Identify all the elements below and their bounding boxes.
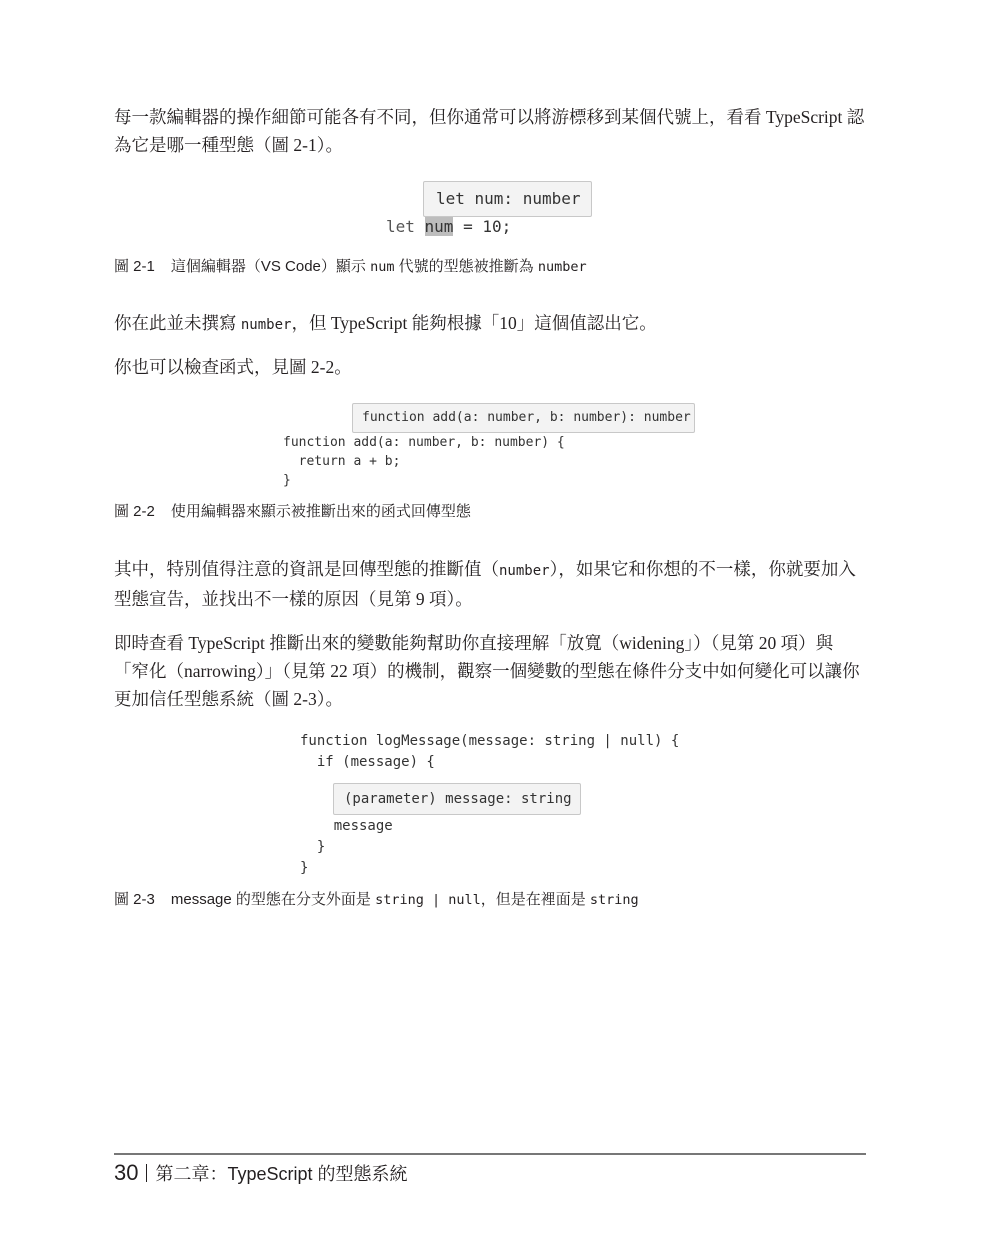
code-line-close-brace: }: [300, 860, 309, 876]
code-line-let-num: [386, 215, 511, 239]
code-line-function-logmessage: function logMessage(message: string | null) {: [300, 733, 680, 749]
caption-code-num: num: [370, 259, 395, 275]
code-keyword-let: let: [386, 217, 425, 236]
code-assignment: = 10;: [453, 217, 512, 236]
page-number: 30: [114, 1160, 139, 1185]
code-line-close-brace: }: [300, 839, 326, 855]
caption-text: ，但是在裡面是: [480, 891, 590, 908]
code-line-if-message: if (message) {: [300, 754, 435, 770]
paragraph-check-function: 你也可以檢查函式，見圖 2-2。: [114, 357, 352, 377]
hover-tooltip-num-type: let num: number: [423, 181, 592, 217]
figure-number: 圖 2-2: [114, 503, 155, 520]
caption-code-string: string: [589, 892, 639, 908]
caption-code-number: number: [537, 259, 587, 275]
caption-text: message 的型態在分支外面是: [170, 891, 376, 908]
chapter-title: 第二章：TypeScript 的型態系統: [155, 1164, 408, 1184]
caption-text: 代號的型態被推斷為: [394, 258, 538, 275]
paragraph-return-type: [114, 555, 866, 613]
caption-text: 使用編輯器來顯示被推斷出來的函式回傳型態: [170, 503, 471, 520]
hover-tooltip-function-signature: function add(a: number, b: number): number: [352, 403, 695, 433]
paragraph-widening-narrowing: 即時查看 TypeScript 推斷出來的變數能夠幫助你直接理解「放寬（widening」）（見第 20 項）與「窄化（narrowing）」（見第 22 項）的機制，觀察一個變數的型態在條件分支中如何變化可以讓你更加信任型態系統（圖 2-3）。: [114, 633, 860, 709]
text: 其中，特別值得注意的資訊是回傳型態的推斷值（: [114, 559, 499, 579]
footer-divider: [114, 1153, 866, 1155]
figure-number: 圖 2-1: [114, 258, 155, 275]
text: 你在此並未撰寫: [114, 313, 241, 333]
inline-code-number: number: [499, 563, 550, 579]
figure-caption-2-3: [114, 888, 639, 909]
caption-code-string-null: string | null: [375, 892, 481, 908]
code-line: }: [283, 473, 291, 488]
code-highlighted-identifier: num: [424, 217, 454, 236]
text: ，但 TypeScript 能夠根據「10」這個值認出它。: [291, 313, 657, 333]
code-line: return a + b;: [283, 454, 401, 469]
figure-caption-2-2: [114, 500, 471, 521]
code-line: function add(a: number, b: number) {: [283, 435, 565, 450]
hover-tooltip-parameter-type: (parameter) message: string: [333, 783, 581, 815]
code-block-add-function: [283, 433, 565, 490]
inline-code-number: number: [240, 317, 292, 333]
text: ），如果它和你想的不一樣，你就要加入型態宣告，並找出不一樣的原因（見第 9 項）。: [114, 559, 856, 609]
paragraph-number-inference: [114, 309, 866, 339]
caption-text: 這個編輯器（VS Code）顯示: [170, 258, 371, 275]
paragraph-intro: 每一款編輯器的操作細節可能各有不同，但你通常可以將游標移到某個代號上，看看 TypeScript 認為它是哪一種型態（圖 2-1）。: [114, 107, 865, 155]
figure-caption-2-1: [114, 255, 587, 276]
figure-number: 圖 2-3: [114, 891, 155, 908]
page-footer: [114, 1160, 408, 1186]
footer-separator: [146, 1164, 147, 1182]
code-line-message: message: [300, 818, 393, 834]
